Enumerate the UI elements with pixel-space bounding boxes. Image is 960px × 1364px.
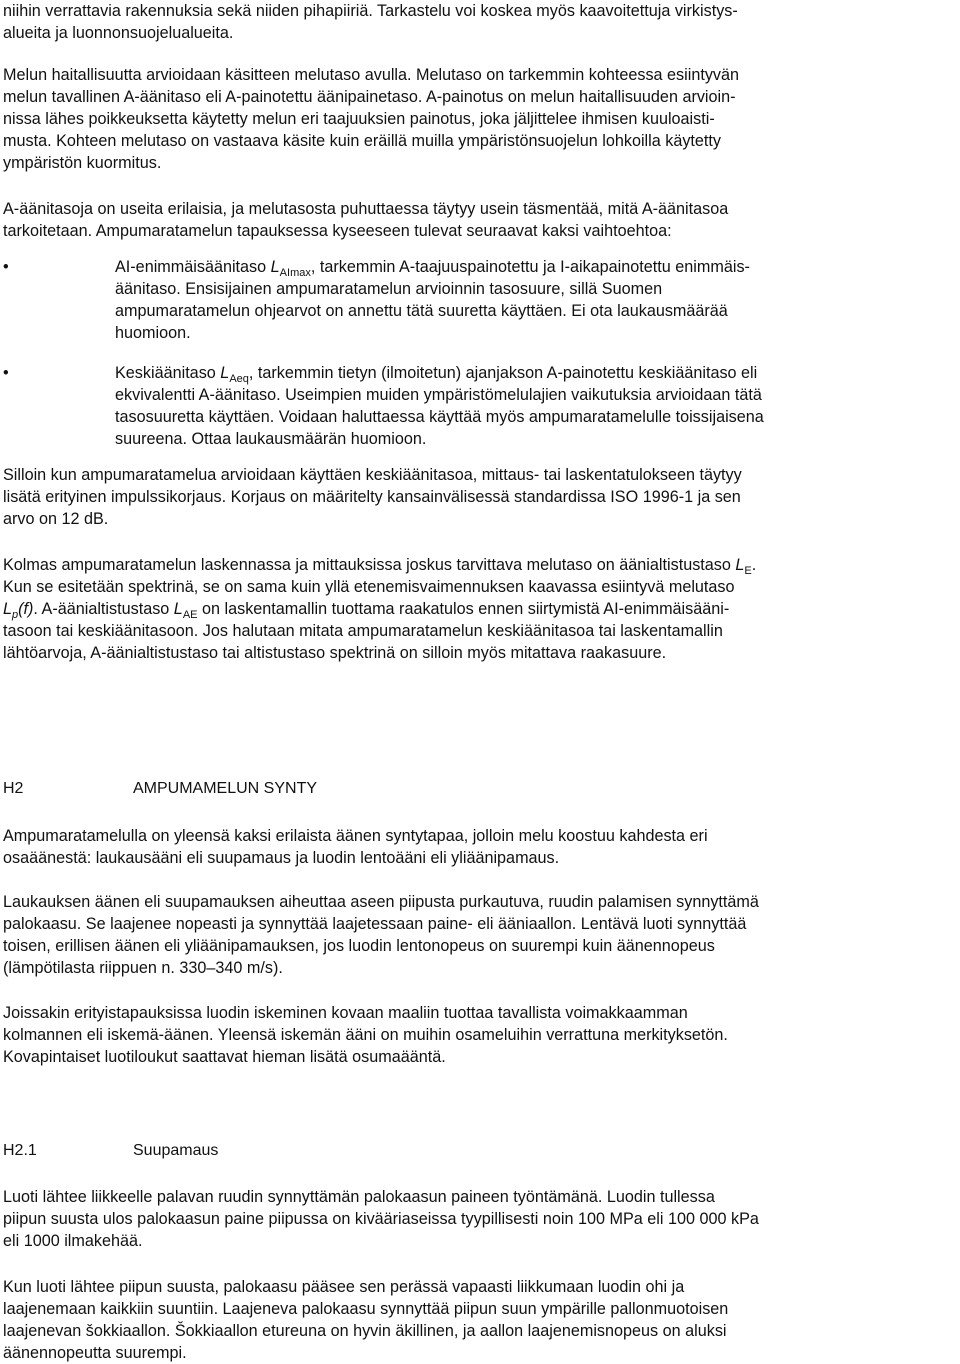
text-line: $L_p(f)$. A-äänialtistustaso $L_{AE}$ on laskentamallin tuottama raakatulos ennen siirtymistä AI-enimmäisääni- <box>3 600 730 622</box>
text-line: Silloin kun ampumaratamelua arvioidaan käyttäen keskiäänitasoa, mittaus- tai laskentatulokseen täytyy <box>3 466 742 484</box>
section-number: H2.1 <box>3 1142 37 1159</box>
paragraph-aanialtistustaso <box>3 554 955 664</box>
text-line: eli 1000 ilmakehää. <box>3 1232 143 1250</box>
text-line: arvo on 12 dB. <box>3 510 109 528</box>
text-line: alueita ja luonnonsuojelualueita. <box>3 24 234 42</box>
paragraph-melutaso <box>3 64 955 174</box>
text-line: äänitaso. Ensisijainen ampumaratamelun arvioinnin tasosuure, sillä Suomen <box>115 280 663 298</box>
text-line: Kun luoti lähtee piipun suusta, palokaasu pääsee sen perässä vapaasti liikkumaan luodin ohi ja <box>3 1278 685 1296</box>
bullet-icon: • <box>3 364 9 382</box>
list-item-aeq <box>3 362 955 450</box>
text-line: Kun se esitetään spektrinä, se on sama kuin yllä etenemisvaimennuksen kaavassa esiintyvä melutaso <box>3 578 735 596</box>
text-line: kolmannen eli iskemä-äänen. Yleensä iskemän ääni on muihin osameluihin verrattuna merkityksetön. <box>3 1026 728 1044</box>
text-line: Luoti lähtee liikkeelle palavan ruudin synnyttämän palokaasun paineen työntämänä. Luodin tullessa <box>3 1188 715 1206</box>
bullet-icon: • <box>3 258 9 276</box>
text-line: musta. Kohteen melutaso on vastaava käsite kuin eräillä muilla ympäristönsuojelun lohkoilla käytetty <box>3 132 722 150</box>
text-line: tasosuuretta käyttäen. Voidaan haluttaessa käyttää myös ampumaratamelulle toissijaisena <box>115 408 764 426</box>
text-line: Melun haitallisuutta arvioidaan käsitteen melutaso avulla. Melutaso on tarkemmin kohteessa esiintyvän <box>3 66 740 84</box>
text-line: nissa lähes poikkeuksetta käytetty melun eri taajuuksien painotus, joka jäljittelee ihmisen kuuloaisti- <box>3 110 715 128</box>
paragraph-syntytavat <box>3 825 955 869</box>
paragraph-sokkiaalto <box>3 1276 955 1364</box>
text-line: laajenemaan kaikkiin suuntiin. Laajeneva palokaasu synnyttää piipun suun ympärille pallonmuotoisen <box>3 1300 729 1318</box>
paragraph-a-aanitasot <box>3 198 955 242</box>
section-number: H2 <box>3 780 24 797</box>
text-line: A-äänitasoja on useita erilaisia, ja melutasosta puhuttaessa täytyy usein täsmentää, mitä A-äänitasoa <box>3 200 729 218</box>
text-line: melun tavallinen A-äänitaso eli A-painotettu äänipainetaso. A-painotus on melun haitallisuuden arvioin- <box>3 88 736 106</box>
text-line: AI-enimmäisäänitaso $L_{AImax}$, tarkemmin A-taajuuspainotettu ja I-aikapainotettu enimmäis- <box>115 258 750 280</box>
text-line: piipun suusta ulos palokaasun paine piipussa on kivääriaseissa tyypillisesti noin 100 MPa eli 100 000 kPa <box>3 1210 759 1228</box>
text-line: Kolmas ampumaratamelun laskennassa ja mittauksissa joskus tarvittava melutaso on äänialtistustaso $L_E$. <box>3 556 757 578</box>
text-line: (lämpötilasta riippuen n. 330–340 m/s). <box>3 959 283 977</box>
text-line: osaäänestä: laukausääni eli suupamaus ja luodin lentoääni eli yliäänipamaus. <box>3 849 560 867</box>
paragraph-suupamaus-synty <box>3 891 955 979</box>
list-item-aimax <box>3 256 955 344</box>
bullet-list <box>3 256 955 450</box>
text-line: Laukauksen äänen eli suupamauksen aiheuttaa aseen piipusta purkautuva, ruudin palamisen synnyttämä <box>3 893 759 911</box>
paragraph-luodin-lahto <box>3 1186 955 1252</box>
section-title: AMPUMAMELUN SYNTY <box>133 780 318 797</box>
text-line: laajenevan šokkiaallon. Šokkiaallon etureuna on hyvin äkillinen, ja aallon laajenemisnopeus on aluksi <box>3 1322 727 1340</box>
text-line: toisen, erillisen äänen eli yliäänipamauksen, jos luodin lentonopeus on suurempi kuin äänennopeus <box>3 937 715 955</box>
text-line: huomioon. <box>115 324 191 342</box>
text-line: lähtöarvoja, A-äänialtistustaso tai altistustaso spektrinä on silloin myös mitattava raakasuure. <box>3 644 667 662</box>
text-line: ympäristön kuormitus. <box>3 154 162 172</box>
paragraph-impulssikorjaus <box>3 464 955 530</box>
text-line: ekvivalentti A-äänitaso. Useimpien muiden ympäristömelulajien vaikutuksia arvioidaan tätä <box>115 386 762 404</box>
text-line: tarkoitetaan. Ampumaratamelun tapauksessa kyseeseen tulevat seuraavat kaksi vaihtoehtoa: <box>3 222 672 240</box>
section-title: Suupamaus <box>133 1142 219 1159</box>
text-line: tasoon tai keskiäänitasoon. Jos halutaan mitata ampumaratamelun keskiäänitasoa tai laskentamallin <box>3 622 723 640</box>
text-line: Ampumaratamelulla on yleensä kaksi erilaista äänen syntytapaa, jolloin melu koostuu kahdesta eri <box>3 827 708 845</box>
paragraph-iskema <box>3 1002 955 1068</box>
text-line: niihin verrattavia rakennuksia sekä niiden pihapiiriä. Tarkastelu voi koskea myös kaavoitettuja virkistys- <box>3 2 738 20</box>
text-line: palokaasu. Se laajenee nopeasti ja synnyttää laajetessaan paine- eli ääniaallon. Lentävä luoti synnyttää <box>3 915 747 933</box>
text-line: suureena. Ottaa laukausmäärän huomioon. <box>115 430 427 448</box>
text-line: ampumaratamelun ohjearvot on annettu tätä suuretta käyttäen. Ei ota laukausmäärää <box>115 302 728 320</box>
text-line: lisätä erityinen impulssikorjaus. Korjaus on määritelty kansainvälisessä standardissa ISO 1996-1 ja sen <box>3 488 741 506</box>
text-line: Kovapintaiset luotiloukut saattavat hieman lisätä osumaääntä. <box>3 1048 446 1066</box>
paragraph-intro-continuation <box>3 0 955 44</box>
text-line: Keskiäänitaso $L_{Aeq}$, tarkemmin tietyn (ilmoitetun) ajanjakson A-painotettu keskiäänitaso eli <box>115 364 758 386</box>
text-line: äänennopeutta suurempi. <box>3 1344 187 1362</box>
text-line: Joissakin erityistapauksissa luodin iskeminen kovaan maaliin tuottaa tavallista voimakkaamman <box>3 1004 688 1022</box>
